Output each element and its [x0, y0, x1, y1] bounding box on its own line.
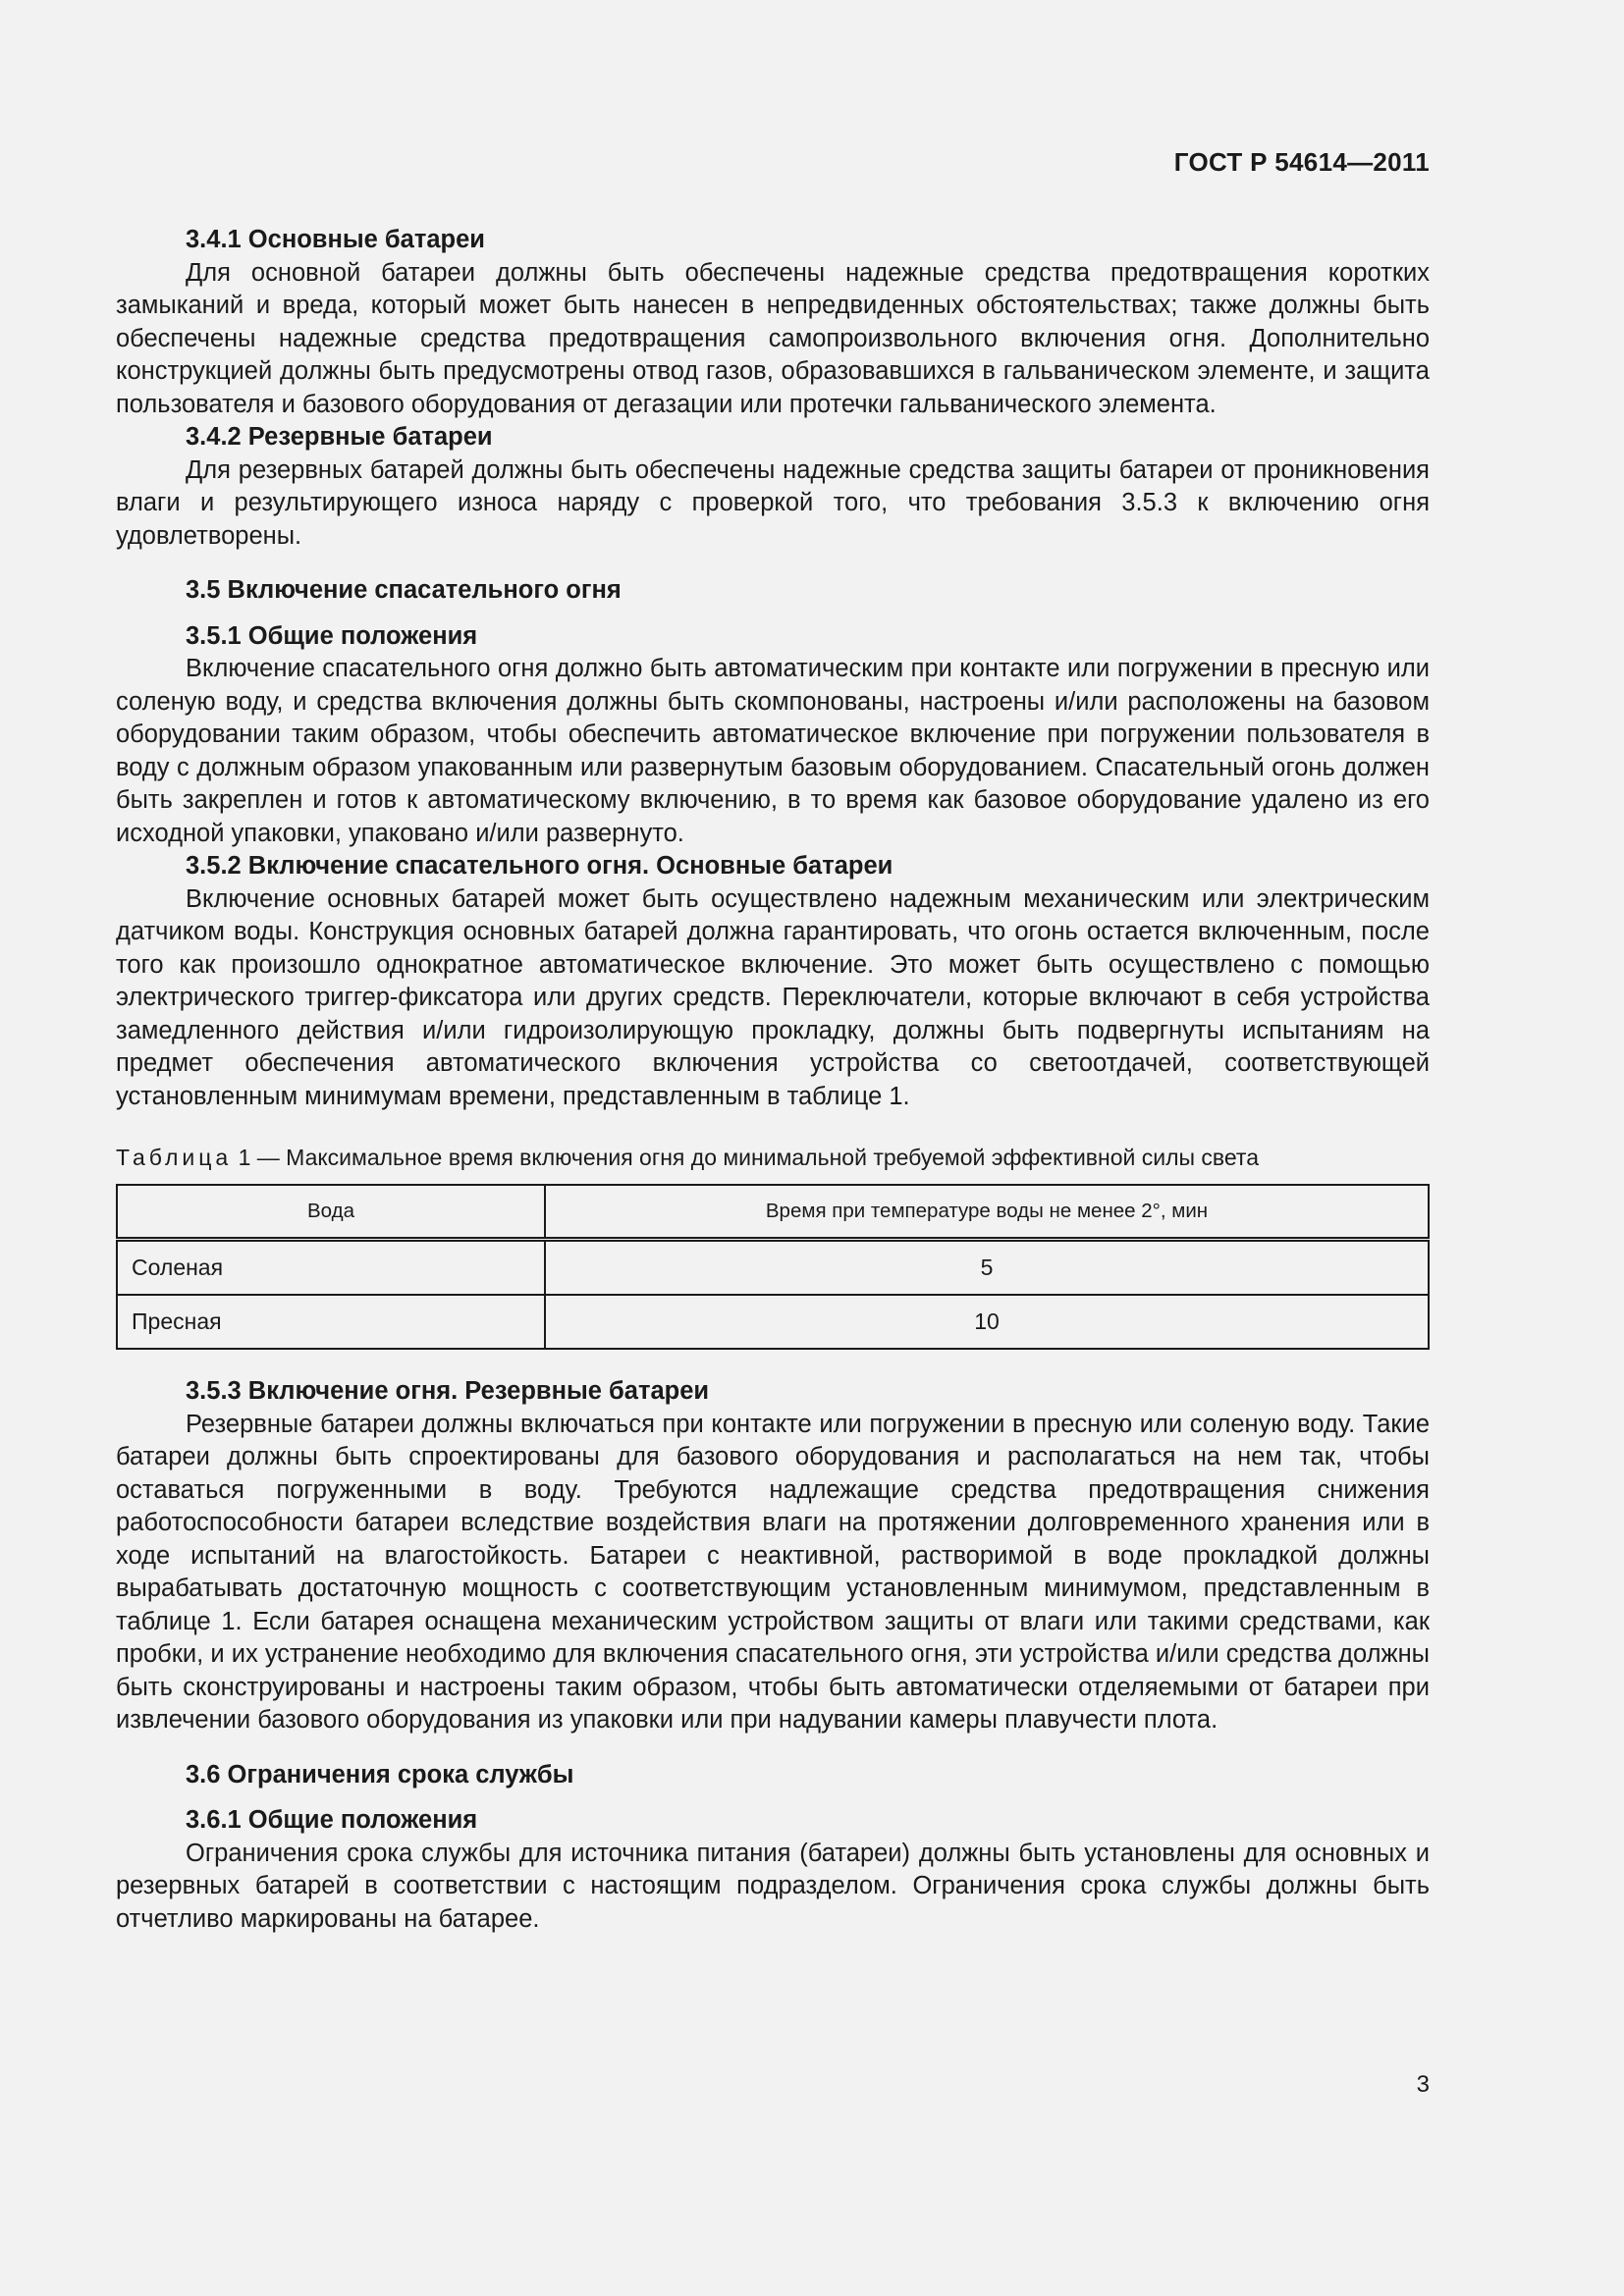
document-code: ГОСТ Р 54614—2011	[1173, 147, 1430, 177]
section-heading-3-4-2: 3.4.2 Резервные батареи	[186, 423, 493, 451]
table-caption-label: Таблица	[116, 1145, 233, 1170]
section-heading-3-5-2: 3.5.2 Включение спасательного огня. Основные батареи	[186, 852, 893, 880]
table-cell-time: 10	[545, 1295, 1429, 1349]
document-body	[116, 224, 1430, 1936]
table-cell-time: 5	[545, 1240, 1429, 1296]
section-text-3-6-1: Ограничения срока службы для источника питания (батареи) должны быть установлены для основных и резервных батарей в соответствии с настоящим подразделом. Ограничения срока службы должны быть отчетливо маркированы на батарее.	[116, 1839, 1430, 1933]
section-heading-3-5-3: 3.5.3 Включение огня. Резервные батареи	[186, 1377, 710, 1405]
table-row	[117, 1295, 1429, 1349]
table-1	[116, 1184, 1430, 1350]
section-text-3-4-2: Для резервных батарей должны быть обеспечены надежные средства защиты батареи от проникновения влаги и результирующего износа наряду с проверкой того, что требования 3.5.3 к включению огня удовлетворены.	[116, 455, 1430, 550]
section-text-3-5-3: Резервные батареи должны включаться при контакте или погружении в пресную или соленую воду. Такие батареи должны быть спроектированы для базового оборудования и располагаться на нем так, чтобы оставаться погруженными в воду. Требуются надлежащие средства предотвращения снижения работоспособности батареи вследствие воздействия влаги на протяжении долговременного хранения или в ходе испытаний на влагостойкость. Батареи с неактивной, растворимой в воде прокладкой должны вырабатывать достаточную мощность с соответствующим установленным минимумом, представленным в таблице 1. Если батарея оснащена механическим устройством защиты от влаги или такими средствами, как пробки, и их устранение необходимо для включения спасательного огня, эти устройства и/или средства должны быть сконструированы и настроены таким образом, чтобы быть автоматически отделяемыми от батареи при извлечении базового оборудования из упаковки или при надувании камеры плавучести плота.	[116, 1410, 1430, 1734]
table-row	[117, 1240, 1429, 1296]
section-heading-3-6-1: 3.6.1 Общие положения	[186, 1806, 478, 1834]
table-cell-water: Соленая	[117, 1240, 545, 1296]
section-heading-3-6: 3.6 Ограничения срока службы	[186, 1760, 574, 1789]
table-caption-text: 1 — Максимальное время включения огня до минимальной требуемой эффективной силы света	[232, 1145, 1259, 1170]
page-number: 3	[1416, 2071, 1430, 2098]
section-heading-3-5-1: 3.5.1 Общие положения	[186, 621, 478, 650]
table-header-row	[117, 1185, 1429, 1240]
section-text-3-4-1: Для основной батареи должны быть обеспечены надежные средства предотвращения коротких замыканий и вреда, который может быть нанесен в непредвиденных обстоятельствах; также должны быть обеспечены надежные средства предотвращения самопроизвольного включения огня. Дополнительно конструкцией должны быть предусмотрены отвод газов, образовавшихся в гальваническом элементе, и защита пользователя и базового оборудования от дегазации или протечки гальванического элемента.	[116, 258, 1430, 418]
table-header-water: Вода	[117, 1185, 545, 1240]
table-cell-water: Пресная	[117, 1295, 545, 1349]
section-text-3-5-2: Включение основных батарей может быть осуществлено надежным механическим или электрическим датчиком воды. Конструкция основных батарей должна гарантировать, что огонь остается включенным, после того как произошло однократное автоматическое включение. Это может быть осуществлено с помощью электрического триггер-фиксатора или других средств. Переключатели, которые включают в себя устройства замедленного действия и/или гидроизолирующую прокладку, должны быть подвергнуты испытаниям на предмет обеспечения автоматического включения устройства со светоотдачей, соответствующей установленным минимумам времени, представленным в таблице 1.	[116, 884, 1430, 1110]
table-header-time: Время при температуре воды не менее 2°, мин	[545, 1185, 1429, 1240]
section-heading-3-5: 3.5 Включение спасательного огня	[186, 576, 622, 604]
table-caption	[116, 1143, 1430, 1172]
section-text-3-5-1: Включение спасательного огня должно быть автоматическим при контакте или погружении в пресную или соленую воду, и средства включения должны быть скомпонованы, настроены и/или расположены на базовом оборудовании таким образом, чтобы обеспечить автоматическое включение при погружении пользователя в воду с должным образом упакованным или развернутым базовым оборудованием. Спасательный огонь должен быть закреплен и готов к автоматическому включению, в то время как базовое оборудование удалено из его исходной упаковки, упаковано и/или развернуто.	[116, 655, 1430, 847]
section-heading-3-4-1: 3.4.1 Основные батареи	[186, 226, 485, 253]
